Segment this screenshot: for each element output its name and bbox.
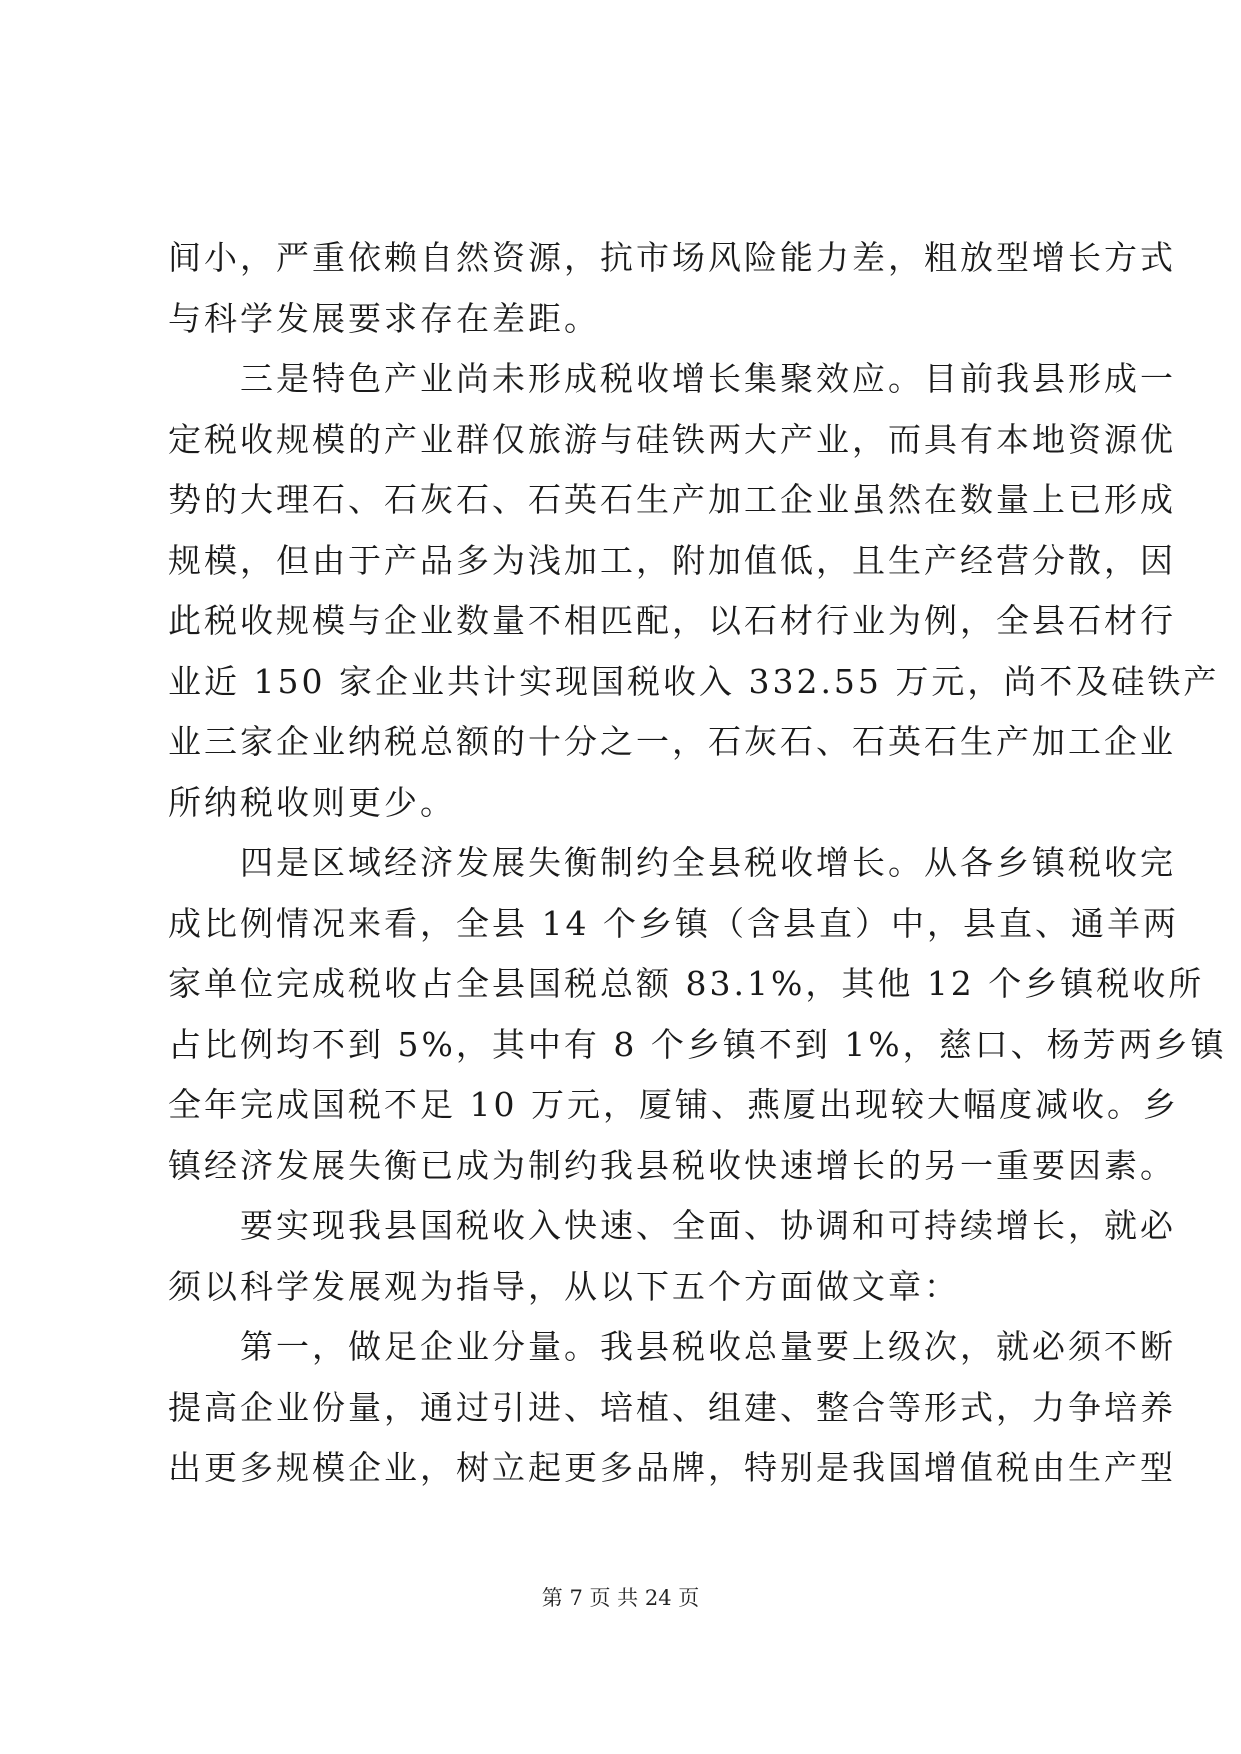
text-line: 成比例情况来看，全县 14 个乡镇（含县直）中，县直、通羊两 bbox=[168, 903, 1179, 943]
text-line: 规模，但由于产品多为浅加工，附加值低，且生产经营分散，因 bbox=[168, 540, 1176, 580]
text-line: 占比例均不到 5%，其中有 8 个乡镇不到 1%，慈口、杨芳两乡镇 bbox=[168, 1024, 1227, 1064]
text-line: 与科学发展要求存在差距。 bbox=[168, 298, 600, 338]
text-line: 须以科学发展观为指导，从以下五个方面做文章： bbox=[168, 1266, 960, 1306]
text-line: 提高企业份量，通过引进、培植、组建、整合等形式，力争培养 bbox=[168, 1387, 1176, 1427]
text-line: 所纳税收则更少。 bbox=[168, 782, 456, 822]
text-line: 第一，做足企业分量。我县税收总量要上级次，就必须不断 bbox=[168, 1327, 1176, 1366]
text-line: 出更多规模企业，树立起更多品牌，特别是我国增值税由生产型 bbox=[168, 1448, 1176, 1487]
page-footer: 第 7 页 共 24 页 bbox=[541, 1586, 700, 1610]
text-line: 家单位完成税收占全县国税总额 83.1%，其他 12 个乡镇税收所 bbox=[168, 964, 1205, 1003]
text-line: 镇经济发展失衡已成为制约我县税收快速增长的另一重要因素。 bbox=[168, 1145, 1176, 1185]
text-line: 定税收规模的产业群仅旅游与硅铁两大产业，而具有本地资源优 bbox=[168, 419, 1176, 459]
text-line: 间小，严重依赖自然资源，抗市场风险能力差，粗放型增长方式 bbox=[168, 238, 1176, 277]
text-line: 四是区域经济发展失衡制约全县税收增长。从各乡镇税收完 bbox=[168, 843, 1176, 882]
text-line: 要实现我县国税收入快速、全面、协调和可持续增长，就必 bbox=[168, 1206, 1176, 1245]
text-line: 全年完成国税不足 10 万元，厦铺、燕厦出现较大幅度减收。乡 bbox=[168, 1085, 1179, 1124]
body-text bbox=[168, 228, 1227, 1499]
text-line: 业三家企业纳税总额的十分之一，石灰石、石英石生产加工企业 bbox=[168, 722, 1176, 761]
text-line: 业近 150 家企业共计实现国税收入 332.55 万元，尚不及硅铁产 bbox=[168, 661, 1220, 701]
text-line: 此税收规模与企业数量不相匹配，以石材行业为例，全县石材行 bbox=[168, 601, 1176, 640]
text-line: 三是特色产业尚未形成税收增长集聚效应。目前我县形成一 bbox=[168, 359, 1176, 398]
text-line: 势的大理石、石灰石、石英石生产加工企业虽然在数量上已形成 bbox=[168, 480, 1176, 519]
